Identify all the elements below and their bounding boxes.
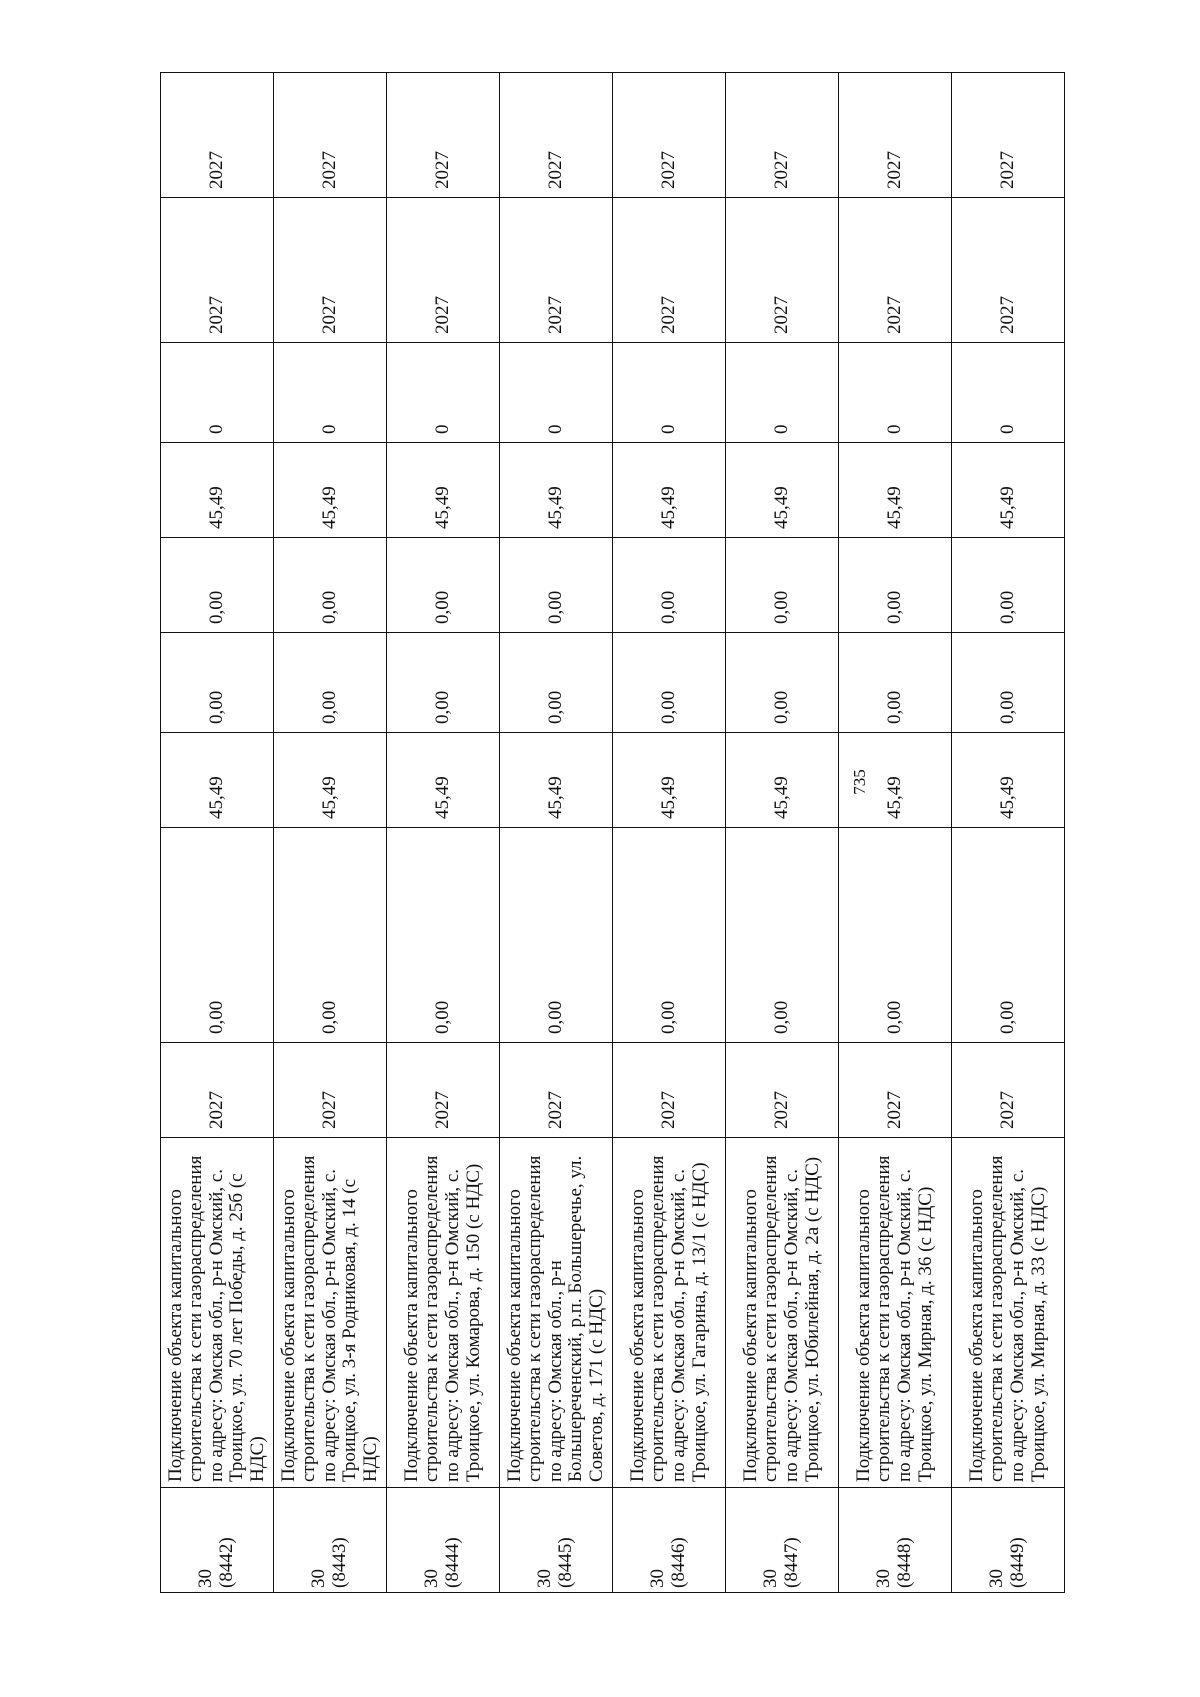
year-start-cell [613, 1043, 726, 1138]
year-start-cell [274, 1043, 387, 1138]
year-start-cell [387, 1043, 500, 1138]
row-number-cell [274, 1488, 387, 1593]
table-row [839, 73, 952, 1593]
row-number: 30 [421, 1569, 443, 1588]
year-end-cell [613, 73, 726, 198]
value-cell-5 [726, 443, 839, 538]
year-plan-cell [274, 198, 387, 343]
value-cell-4 [161, 538, 274, 633]
value-cell-1 [613, 828, 726, 1043]
value-cell-6 [613, 343, 726, 443]
year-plan-text: 2027 [205, 296, 227, 334]
year-end-cell [274, 73, 387, 198]
value-cell-6 [839, 343, 952, 443]
year-plan-text: 2027 [431, 296, 453, 334]
value-cell-3 [274, 633, 387, 733]
value-cell-4 [839, 538, 952, 633]
value-text-4: 0,00 [431, 590, 453, 624]
object-name-text: Подключение объекта капитального строительства к сети газораспределения по адресу: Омская обл., р-н Омский, с. Троицкое, ул. Юбилейная, д. 2а (с НДС) [739, 1155, 823, 1482]
row-code: (8449) [1007, 1537, 1028, 1588]
year-start-text: 2027 [544, 1091, 566, 1129]
value-cell-4 [274, 538, 387, 633]
value-text-6: 0 [431, 424, 453, 434]
value-cell-6 [387, 343, 500, 443]
object-name-cell [274, 1138, 387, 1488]
row-number-cell [613, 1488, 726, 1593]
value-text-5: 45,49 [318, 486, 340, 529]
value-text-6: 0 [657, 424, 679, 434]
table-row [387, 73, 500, 1593]
value-text-4: 0,00 [657, 590, 679, 624]
year-end-text: 2027 [318, 151, 340, 189]
row-number: 30 [534, 1569, 556, 1588]
value-cell-5 [613, 443, 726, 538]
object-name-cell [952, 1138, 1065, 1488]
value-text-2: 45,49 [318, 776, 340, 819]
value-cell-1 [500, 828, 613, 1043]
value-text-4: 0,00 [318, 590, 340, 624]
year-end-cell [726, 73, 839, 198]
value-cell-3 [839, 633, 952, 733]
value-cell-2 [952, 733, 1065, 828]
row-number-cell [952, 1488, 1065, 1593]
value-cell-1 [952, 828, 1065, 1043]
value-cell-4 [387, 538, 500, 633]
year-end-text: 2027 [996, 151, 1018, 189]
value-text-1: 0,00 [205, 1000, 227, 1034]
row-number-cell [500, 1488, 613, 1593]
year-end-text: 2027 [657, 151, 679, 189]
year-plan-text: 2027 [657, 296, 679, 334]
year-end-cell [952, 73, 1065, 198]
value-cell-2 [613, 733, 726, 828]
row-number: 30 [647, 1569, 669, 1588]
value-cell-3 [613, 633, 726, 733]
value-text-6: 0 [770, 424, 792, 434]
value-cell-2 [839, 733, 952, 828]
value-cell-2 [274, 733, 387, 828]
value-cell-3 [500, 633, 613, 733]
value-text-2: 45,49 [657, 776, 679, 819]
year-start-text: 2027 [657, 1091, 679, 1129]
year-plan-text: 2027 [318, 296, 340, 334]
value-cell-1 [387, 828, 500, 1043]
value-text-5: 45,49 [996, 486, 1018, 529]
year-start-cell [839, 1043, 952, 1138]
row-code: (8443) [329, 1537, 350, 1588]
value-text-1: 0,00 [431, 1000, 453, 1034]
object-name-cell [161, 1138, 274, 1488]
row-number: 30 [308, 1569, 330, 1588]
row-number-cell [839, 1488, 952, 1593]
year-start-cell [726, 1043, 839, 1138]
object-name-cell [839, 1138, 952, 1488]
year-start-cell [500, 1043, 613, 1138]
year-end-cell [161, 73, 274, 198]
year-start-cell [161, 1043, 274, 1138]
value-cell-2 [161, 733, 274, 828]
value-cell-5 [387, 443, 500, 538]
table-row [161, 73, 274, 1593]
value-text-2: 45,49 [996, 776, 1018, 819]
table-body [161, 73, 1065, 1593]
value-cell-5 [274, 443, 387, 538]
year-start-text: 2027 [431, 1091, 453, 1129]
year-end-text: 2027 [431, 151, 453, 189]
object-name-text: Подключение объекта капитального строительства к сети газораспределения по адресу: Омская обл., р-н Омский, с. Троицкое, ул. Комарова, д. 150 (с НДС) [400, 1155, 484, 1482]
object-name-text: Подключение объекта капитального строительства к сети газораспределения по адресу: Омская обл., р-н Омский, с. Троицкое, ул. 70 лет Победы, д. 25б (с НДС) [164, 1155, 268, 1482]
value-text-4: 0,00 [996, 590, 1018, 624]
value-text-4: 0,00 [770, 590, 792, 624]
value-cell-2 [500, 733, 613, 828]
value-text-4: 0,00 [205, 590, 227, 624]
table-row [952, 73, 1065, 1593]
value-text-2: 45,49 [770, 776, 792, 819]
year-start-text: 2027 [996, 1091, 1018, 1129]
table-row [274, 73, 387, 1593]
year-start-cell [952, 1043, 1065, 1138]
year-end-text: 2027 [883, 151, 905, 189]
value-cell-1 [274, 828, 387, 1043]
value-cell-5 [839, 443, 952, 538]
object-name-text: Подключение объекта капитального строительства к сети газораспределения по адресу: Омская обл., р-н Омский, с. Троицкое, ул. Мирная, д. 33 (с НДС) [965, 1155, 1049, 1482]
year-plan-text: 2027 [883, 296, 905, 334]
row-number: 30 [195, 1569, 217, 1588]
value-cell-6 [161, 343, 274, 443]
year-plan-cell [500, 198, 613, 343]
year-plan-cell [839, 198, 952, 343]
value-cell-3 [161, 633, 274, 733]
value-text-5: 45,49 [657, 486, 679, 529]
value-text-3: 0,00 [657, 690, 679, 724]
value-text-1: 0,00 [544, 1000, 566, 1034]
value-text-3: 0,00 [883, 690, 905, 724]
value-text-1: 0,00 [318, 1000, 340, 1034]
value-cell-4 [952, 538, 1065, 633]
year-start-text: 2027 [770, 1091, 792, 1129]
value-text-2: 45,49 [431, 776, 453, 819]
object-name-text: Подключение объекта капитального строительства к сети газораспределения по адресу: Омская обл., р-н Большереченский, р.п. Большеречье, ул. Советов, д. 171 (с НДС) [503, 1155, 607, 1482]
year-plan-cell [161, 198, 274, 343]
value-cell-3 [952, 633, 1065, 733]
value-cell-5 [161, 443, 274, 538]
row-number: 30 [986, 1569, 1008, 1588]
object-name-cell [726, 1138, 839, 1488]
value-text-6: 0 [996, 424, 1018, 434]
year-start-text: 2027 [883, 1091, 905, 1129]
value-text-5: 45,49 [544, 486, 566, 529]
year-plan-text: 2027 [770, 296, 792, 334]
value-cell-4 [726, 538, 839, 633]
row-number-cell [387, 1488, 500, 1593]
value-text-6: 0 [883, 424, 905, 434]
year-start-text: 2027 [318, 1091, 340, 1129]
value-cell-6 [952, 343, 1065, 443]
table-row [613, 73, 726, 1593]
year-plan-cell [952, 198, 1065, 343]
object-name-text: Подключение объекта капитального строительства к сети газораспределения по адресу: Омская обл., р-н Омский, с. Троицкое, ул. 3-я Родниковая, д. 14 (с НДС) [277, 1155, 381, 1482]
value-text-3: 0,00 [996, 690, 1018, 724]
row-code: (8448) [894, 1537, 915, 1588]
row-number-cell [161, 1488, 274, 1593]
row-code: (8446) [668, 1537, 689, 1588]
value-cell-6 [726, 343, 839, 443]
value-text-3: 0,00 [431, 690, 453, 724]
value-text-1: 0,00 [883, 1000, 905, 1034]
value-cell-4 [613, 538, 726, 633]
table-row [500, 73, 613, 1593]
row-number-cell [726, 1488, 839, 1593]
value-cell-1 [161, 828, 274, 1043]
year-end-text: 2027 [770, 151, 792, 189]
object-name-cell [387, 1138, 500, 1488]
value-text-6: 0 [205, 424, 227, 434]
table-row [726, 73, 839, 1593]
value-cell-1 [726, 828, 839, 1043]
value-text-2: 45,49 [544, 776, 566, 819]
row-code: (8447) [781, 1537, 802, 1588]
year-end-text: 2027 [544, 151, 566, 189]
value-text-5: 45,49 [205, 486, 227, 529]
value-text-2: 45,49 [205, 776, 227, 819]
value-cell-2 [387, 733, 500, 828]
value-text-5: 45,49 [883, 486, 905, 529]
value-text-4: 0,00 [544, 590, 566, 624]
year-end-cell [387, 73, 500, 198]
row-code: (8445) [555, 1537, 576, 1588]
year-plan-cell [613, 198, 726, 343]
page-number: 735 [850, 769, 869, 795]
row-number: 30 [873, 1569, 895, 1588]
value-text-3: 0,00 [205, 690, 227, 724]
year-end-cell [500, 73, 613, 198]
value-text-1: 0,00 [657, 1000, 679, 1034]
value-text-1: 0,00 [770, 1000, 792, 1034]
value-text-5: 45,49 [770, 486, 792, 529]
value-text-6: 0 [544, 424, 566, 434]
value-text-3: 0,00 [770, 690, 792, 724]
value-text-1: 0,00 [996, 1000, 1018, 1034]
object-name-cell [613, 1138, 726, 1488]
value-cell-3 [387, 633, 500, 733]
value-text-5: 45,49 [431, 486, 453, 529]
value-cell-6 [500, 343, 613, 443]
value-text-2: 45,49 [883, 776, 905, 819]
year-plan-text: 2027 [544, 296, 566, 334]
year-end-cell [839, 73, 952, 198]
value-cell-5 [500, 443, 613, 538]
object-name-text: Подключение объекта капитального строительства к сети газораспределения по адресу: Омская обл., р-н Омский, с. Троицкое, ул. Мирная, д. 36 (с НДС) [852, 1155, 936, 1482]
year-plan-cell [726, 198, 839, 343]
value-text-6: 0 [318, 424, 340, 434]
object-name-text: Подключение объекта капитального строительства к сети газораспределения по адресу: Омская обл., р-н Омский, с. Троицкое, ул. Гагарина, д. 13/1 (с НДС) [626, 1155, 710, 1482]
value-text-3: 0,00 [544, 690, 566, 724]
value-cell-4 [500, 538, 613, 633]
year-plan-text: 2027 [996, 296, 1018, 334]
year-plan-cell [387, 198, 500, 343]
value-text-3: 0,00 [318, 690, 340, 724]
object-name-cell [500, 1138, 613, 1488]
value-cell-3 [726, 633, 839, 733]
investment-table [160, 72, 1065, 1593]
year-start-text: 2027 [205, 1091, 227, 1129]
row-number: 30 [760, 1569, 782, 1588]
value-cell-1 [839, 828, 952, 1043]
row-code: (8444) [442, 1537, 463, 1588]
value-cell-2 [726, 733, 839, 828]
row-code: (8442) [216, 1537, 237, 1588]
value-cell-6 [274, 343, 387, 443]
value-cell-5 [952, 443, 1065, 538]
year-end-text: 2027 [205, 151, 227, 189]
investment-table-rotated [160, 73, 1064, 1593]
value-text-4: 0,00 [883, 590, 905, 624]
